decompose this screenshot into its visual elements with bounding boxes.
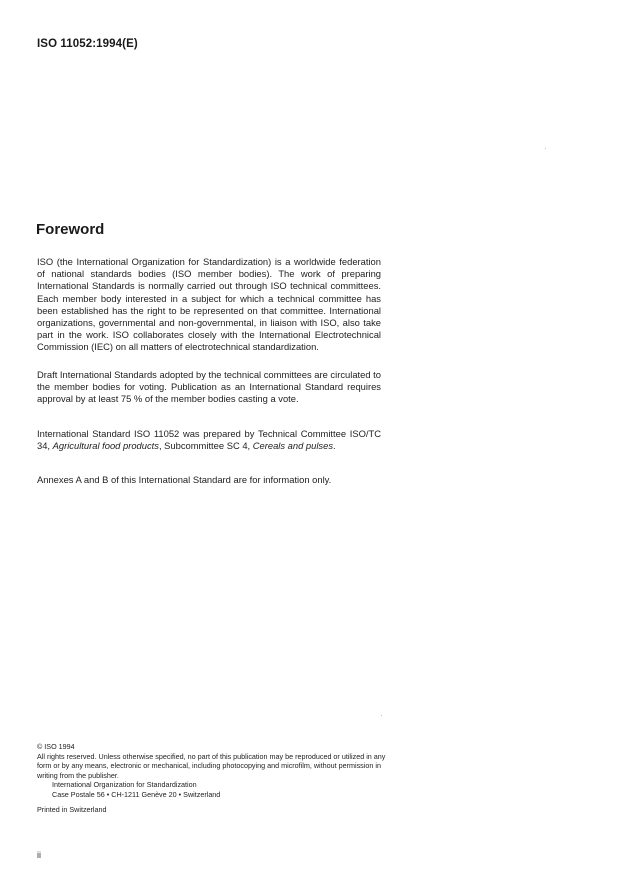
scan-speck <box>381 715 382 716</box>
copyright-notice: © ISO 1994 <box>37 742 75 751</box>
foreword-heading: Foreword <box>36 221 105 238</box>
para3-suffix: . <box>333 440 336 452</box>
foreword-paragraph-1: ISO (the International Organization for Standardization) is a worldwide federation of national standards bodies (ISO member bodies). The work of preparing International Standards is normally carried out through ISO technical committees. Each member body interested in a subject for which a technical committee has been established has the right to be represented on that committee. International organizations, governmental and non-governmental, in liaison with ISO, also take part in the work. ISO collaborates closely with the International Electrotechnical Commission (IEC) on all matters of electrotechnical standardization. <box>37 256 381 353</box>
foreword-paragraph-4: Annexes A and B of this International Standard are for information only. <box>37 474 332 485</box>
scan-speck <box>545 148 546 149</box>
page-number: ii <box>37 850 41 860</box>
iso-address-line-2: Case Postale 56 • CH-1211 Genève 20 • Switzerland <box>52 789 221 799</box>
rights-reserved-text: All rights reserved. Unless otherwise specified, no part of this publication may be reproduced or utilized in any form or by any means, electronic or mechanical, including photocopying and microfilm, without permission in writing from the publisher. <box>37 751 386 780</box>
iso-address-line-1: International Organization for Standardization <box>52 780 197 790</box>
copyright-block <box>37 742 387 814</box>
para3-prefix: International Standard ISO 11052 was prepared by Technical Committee ISO/TC 34, <box>37 428 381 452</box>
para3-middle: , Subcommittee SC 4, <box>158 440 253 452</box>
document-id: ISO 11052:1994(E) <box>37 38 138 50</box>
printed-in: Printed in Switzerland <box>37 804 107 814</box>
foreword-paragraph-2: Draft International Standards adopted by the technical committees are circulated to the member bodies for voting. Publication as an International Standard requires approval by at least 75 % of the member bodies casting a vote. <box>37 369 381 405</box>
foreword-paragraph-3 <box>37 428 381 452</box>
tc-title: Agricultural food products <box>52 440 159 452</box>
sc-title: Cereals and pulses <box>252 440 334 452</box>
